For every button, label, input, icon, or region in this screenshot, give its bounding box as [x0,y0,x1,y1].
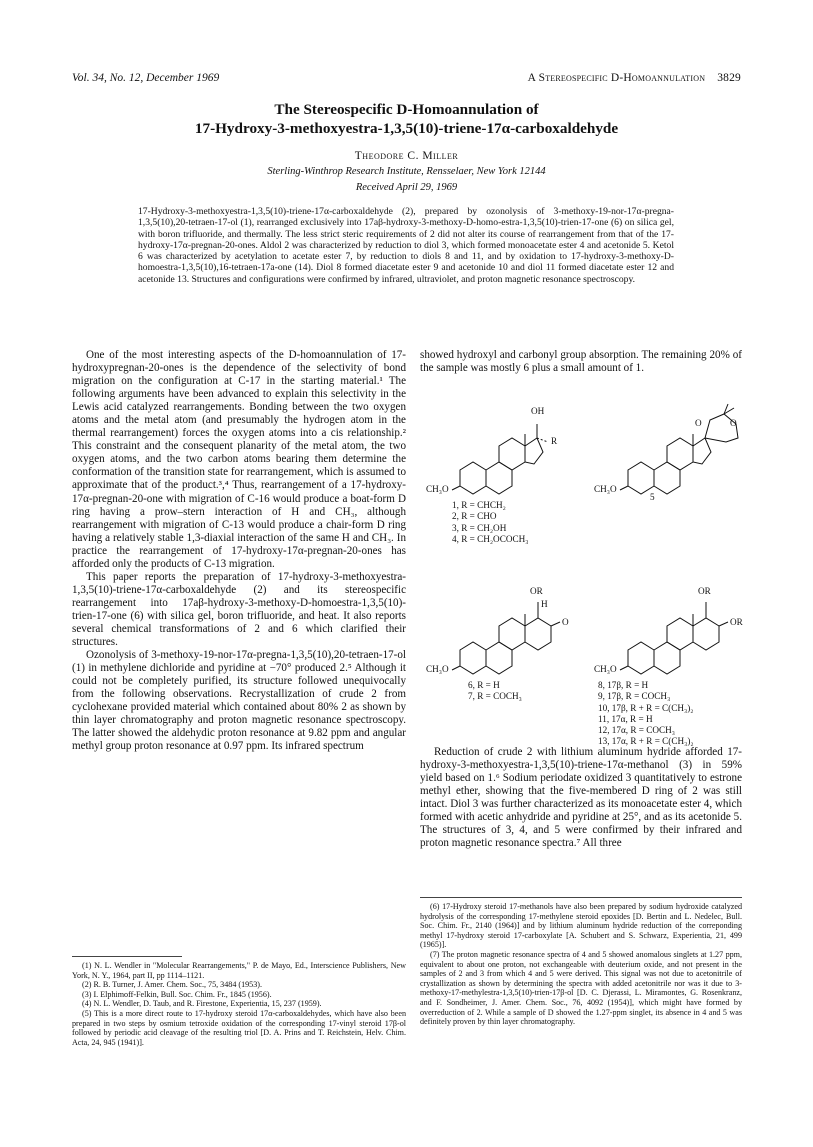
compound-label: 3, R = CH₂OH [452,522,507,533]
compound-label: 1, R = CHCH₂ [452,500,506,510]
footnote: (4) N. L. Wendler, D. Taub, and R. Firestone, Experientia, 15, 237 (1959). [82,999,322,1009]
compound-label: 9, 17β, R = COCH₃ [598,691,671,702]
steroid-5 [620,404,738,494]
article-title [72,100,741,138]
label-oh: OH [531,406,545,416]
compound-label: 12, 17α, R = COCH₃ [598,725,676,736]
footnote: (1) N. L. Wendler in "Molecular Rearrangements," P. de Mayo, Ed., Interscience Publishers, New York, N. Y., 1964, part II, pp 1114–1121. [72,961,406,980]
abstract: 17-Hydroxy-3-methoxyestra-1,3,5(10)-triene-17α-carboxaldehyde (2), prepared by ozonolysis of 3-methoxy-19-nor-17α-pregna-1,3,5(10),20-tetraen-17-ol (1), rearranged exclusively into 17aβ-hydroxy-3-methoxy-D-homo-estra-1,3,5(10)-trien-17-one (6) on silica gel, with boron trifluoride, and thermally. The less strict steric requirements of 2 did not alter its course of rearrangement from that of the 17-hydroxy-17α-pregnan-20-ones. Aldol 2 was characterized by reduction to diol 3, which formed monoacetate ester 4 and acetonide 5. Ketol 6 was characterized by acetylation to acetate ester 7, by reduction to diols 8 and 11, and by oxidation to 17-hydroxy-3-methoxy-D-homoestra-1,3,5(10),16-tetraen-17a-one (14). Diol 8 formed diacetate ester 9 and acetonide 10 and diol 11 formed diacetate ester 12 and acetonide 13. Structures and configurations were confirmed by infrared, ultraviolet, and proton magnetic resonance spectroscopy. [138,206,674,285]
right-column-body [420,746,742,850]
structure-figure [420,390,750,750]
label-r: R [551,436,558,446]
label-or: OR [698,586,711,596]
title-line-2: 17-Hydroxy-3-methoxyestra-1,3,5(10)-triene-17α-carboxaldehyde [194,120,619,137]
footnote: (5) This is a more direct route to 17-hydroxy steroid 17α-carboxaldehydes, which have also been prepared in two steps by osmium tetroxide oxidation of the corresponding 17-vinyl steroid 17β-ol followed by periodic acid cleavage of the resulting triol [D. A. Prins and T. Reichstein, Helv. Chim. Acta, 24, 945 (1941)]. [72,1008,406,1047]
footnote: (6) 17-Hydroxy steroid 17-methanols have also been prepared by sodium hydroxide catalyzed hydrolysis of the corresponding 17-methylene steroid epoxides [D. Bertin and L. Nedelec, Bull. Soc. Chim. Fr., 2140 (1964)] and by lithium aluminum hydride reduction of the correponding methyl 17-hydroxy steroid 17-carboxylate [A. Schubert and S. Schwarz, Experientia, 21, 499 (1965)]. [420,902,742,950]
steroid-1-4 [452,424,548,494]
author: Theodore C. Miller [354,150,459,162]
running-title-block [528,72,741,84]
affiliation: Sterling-Winthrop Research Institute, Rensselaer, New York 12144 [267,166,546,177]
label-or: OR [730,617,743,627]
label-h: H [541,599,548,609]
compound-label: 10, 17β, R + R = C(CH₃)₂ [598,702,694,713]
compound-label: 4, R = CH₂OCOCH₃ [452,533,529,544]
left-column [72,349,406,753]
footnotes-right [420,902,742,1027]
right-column-top [420,349,742,375]
compound-list-6-7 [468,680,522,703]
footnote: (7) The proton magnetic resonance spectra of 4 and 5 showed anomalous singlets at 1.27 ppm, equivalent to about one proton, not exchangeable with deuterium oxide, and not present in the samples of 2 and 3 from which 4 and 5 were derived. This signal was not due to acetonitrile of crystallization as shown by determining the spectra with added acetonitrile nor was it due to 3-methoxy-17-methylestra-1,3,5(10)-trien-17β-ol [D. C. Djerassi, L. Miramontes, G. Rosenkranz, and F. Sondheimer, J. Amer. Chem. Soc., 76, 4092 (1954)], which might have formed by overreduction of 2. While a sample of D showed the 1.27-ppm singlet, its absence in 4 and 5 was definitely proven by thin layer chromatography. [420,949,742,1027]
compound-list-8-13 [598,680,694,748]
received-date: Received April 29, 1969 [355,182,458,193]
footnote-rule-left [72,956,182,957]
label-ch3o: CH₃O [594,484,617,494]
body-paragraph: This paper reports the preparation of 17-hydroxy-3-methoxyestra-1,3,5(10)-triene-17α-carboxaldehyde (2) and its stereospecific rearrangement into 17aβ-hydroxy-3-methoxy-D-homoestra-1,3,5(10)-trien-17-one (6) with silica gel, boron trifluoride, and heat. It also reports several chemical transformations of 2 and 6 which clarified their structures. [72,570,406,649]
page-number: 3829 [717,72,741,84]
footnote: (2) R. B. Turner, J. Amer. Chem. Soc., 75, 3484 (1953). [82,980,262,990]
label-o: O [730,418,737,428]
compound-label: 13, 17α, R + R = C(CH₃)₂ [598,736,694,747]
label-o: O [695,418,702,428]
body-paragraph: Reduction of crude 2 with lithium aluminum hydride afforded 17-hydroxy-3-methoxyestra-1,3,5(10)-triene-17α-methanol (3) in 59% yield based on 1.⁶ Sodium periodate oxidized 3 quantitatively to estrone methyl ether, showing that the five-membered D ring of 2 was still intact. Diol 3 was further characterized as its monoacetate ester 4, which formed with acetic anhydride and pyridine at 25°, and as its acetonide 5. The structures of 3, 4, and 5 were confirmed by their infrared and proton magnetic resonance spectra.⁷ All three [420,746,742,850]
steroid-6-7 [452,602,560,674]
compound-label-5: 5 [650,492,655,502]
journal-citation: Vol. 34, No. 12, December 1969 [72,72,220,84]
compound-label: 11, 17α, R = H [598,713,653,724]
steroid-8-13 [620,602,728,674]
compound-label: 8, 17β, R = H [598,680,649,690]
footnote-rule-right [420,897,742,898]
compound-label: 7, R = COCH₃ [468,691,522,702]
body-paragraph: showed hydroxyl and carbonyl group absorption. The remaining 20% of the sample was mostly 6 plus a small amount of 1. [420,349,742,375]
compound-list-1-4 [452,500,528,545]
label-ch3o: CH₃O [426,664,449,674]
running-title: A Stereospecific D-Homoannulation [527,72,706,84]
body-paragraph: Ozonolysis of 3-methoxy-19-nor-17α-pregna-1,3,5(10),20-tetraen-17-ol (1) in methylene dichloride and pyridine at −70° produced 2.⁵ Although it could not be completely purified, its structure followed unequivocally from the following observations. Recrystallization of crude 2 from cyclohexane provided material which contained about 80% 2 as shown by thin layer chromatography and proton magnetic resonance spectroscopy. The latter showed the aldehydic proton resonance at 9.82 ppm and angular methyl group proton resonance at 0.97 ppm. Its infrared spectrum [72,649,406,753]
compound-label: 6, R = H [468,680,500,690]
footnotes-left [72,961,406,1047]
label-ch3o: CH₃O [594,664,617,674]
label-ch3o: CH₃O [426,484,449,494]
label-o: O [562,617,569,627]
body-paragraph: One of the most interesting aspects of the D-homoannulation of 17-hydroxypregnan-20-ones is the dependence of the selectivity of bond migration on the configuration at C-17 in the starting material.¹ The following arguments have been advanced to explain this selectivity in the Lewis acid catalyzed rearrangements. Bonding between the two oxygen atoms and the metal atom (and presumably the hydrogen atom in the thermal rearrangement) forces the oxygen atoms into a cis relationship.² This constraint and the consequent planarity of the metal atom, the two oxygen atoms, and the two carbon atoms bearing them determine the conformation of the transition state for rearrangement, which is assumed to approximate that of the product.³,⁴ Thus, rearrangement of a 17-hydroxy-17α-pregnan-20-one with migration of C-16 would produce a boat-form D ring having a prow–stern interaction of H and CH₃, although rearrangement with migration of C-13 would produce a chair-form D ring having a relatively stable 1,3-diaxial interaction of the same H and CH₃. In practice the rearrangement of 17-hydroxy-17α-pregnan-20-ones has afforded only the products of C-13 migration. [72,349,406,570]
title-line-1: The Stereospecific D-Homoannulation of [274,101,539,118]
footnote: (3) I. Elphimoff-Felkin, Bull. Soc. Chim. Fr., 1845 (1956). [82,989,272,999]
running-header [72,72,741,88]
compound-label: 2, R = CHO [452,511,497,522]
label-or: OR [530,586,543,596]
